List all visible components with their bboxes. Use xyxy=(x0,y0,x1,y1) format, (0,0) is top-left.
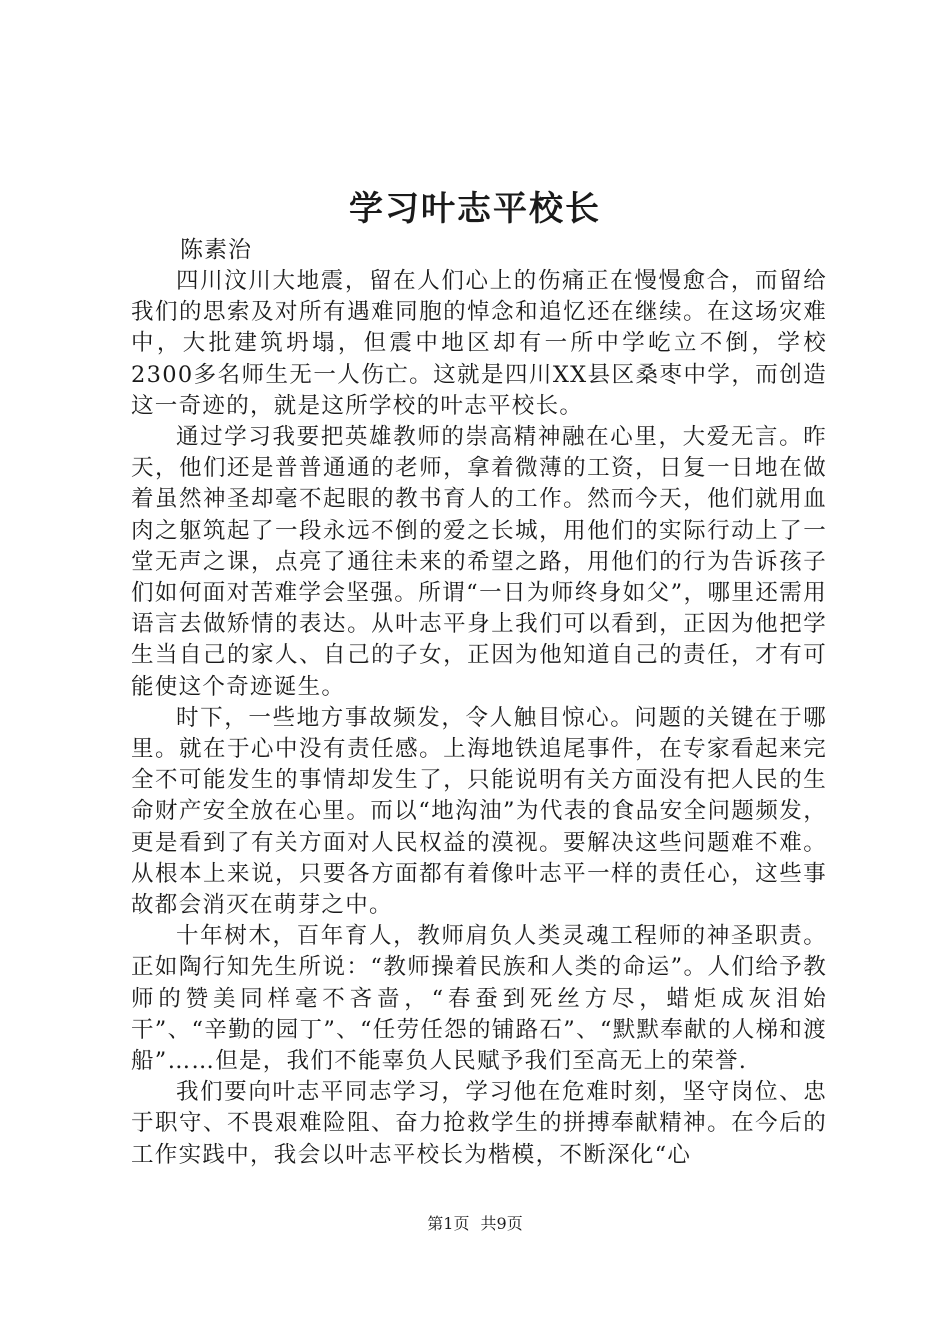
page-number: 第1页 xyxy=(427,1214,470,1233)
author-name: 陈素治 xyxy=(180,237,252,263)
document-body xyxy=(131,266,827,1171)
paragraph: 通过学习我要把英雄教师的崇高精神融在心里，大爱无言。昨天，他们还是普普通通的老师，拿着微薄的工资，日复一日地在做着虽然神圣却毫不起眼的教书育人的工作。然而今天，他们就用血肉之躯筑起了一段永远不倒的爱之长城，用他们的实际行动上了一堂无声之课，点亮了通往未来的希望之路，用他们的行为告诉孩子们如何面对苦难学会坚强。所谓“一日为师终身如父”，哪里还需用语言去做矫情的表达。从叶志平身上我们可以看到，正因为他把学生当自己的家人、自己的子女，正因为他知道自己的责任，才有可能使这个奇迹诞生。 xyxy=(131,424,827,700)
page-footer xyxy=(0,1213,950,1235)
paragraph: 十年树木，百年育人，教师肩负人类灵魂工程师的神圣职责。正如陶行知先生所说：“教师操着民族和人类的命运”。人们给予教师的赞美同样毫不吝啬，“春蚕到死丝方尽，蜡炬成灰泪始干”、“辛勤的园丁”、“任劳任怨的铺路石”、“默默奉献的人梯和渡船”……但是，我们不能辜负人民赋予我们至高无上的荣誉. xyxy=(131,923,827,1075)
paragraph: 我们要向叶志平同志学习，学习他在危难时刻，坚守岗位、忠于职守、不畏艰难险阻、奋力抢救学生的拼搏奉献精神。在今后的工作实践中，我会以叶志平校长为楷模，不断深化“心 xyxy=(131,1079,827,1168)
paragraph: 时下，一些地方事故频发，令人触目惊心。问题的关键在于哪里。就在于心中没有责任感。上海地铁追尾事件，在专家看起来完全不可能发生的事情却发生了，只能说明有关方面没有把人民的生命财产安全放在心里。而以“地沟油”为代表的食品安全问题频发，更是看到了有关方面对人民权益的漠视。要解决这些问题难不难。从根本上来说，只要各方面都有着像叶志平一样的责任心，这些事故都会消灭在萌芽之中。 xyxy=(131,704,827,919)
page-total: 共9页 xyxy=(480,1214,523,1233)
document-title: 学习叶志平校长 xyxy=(349,189,601,229)
paragraph: 四川汶川大地震，留在人们心上的伤痛正在慢慢愈合，而留给我们的思索及对所有遇难同胞的悼念和追忆还在继续。在这场灾难中，大批建筑坍塌，但震中地区却有一所中学屹立不倒，学校2300多名师生无一人伤亡。这就是四川XX县区桑枣中学，而创造这一奇迹的，就是这所学校的叶志平校长。 xyxy=(131,268,827,419)
